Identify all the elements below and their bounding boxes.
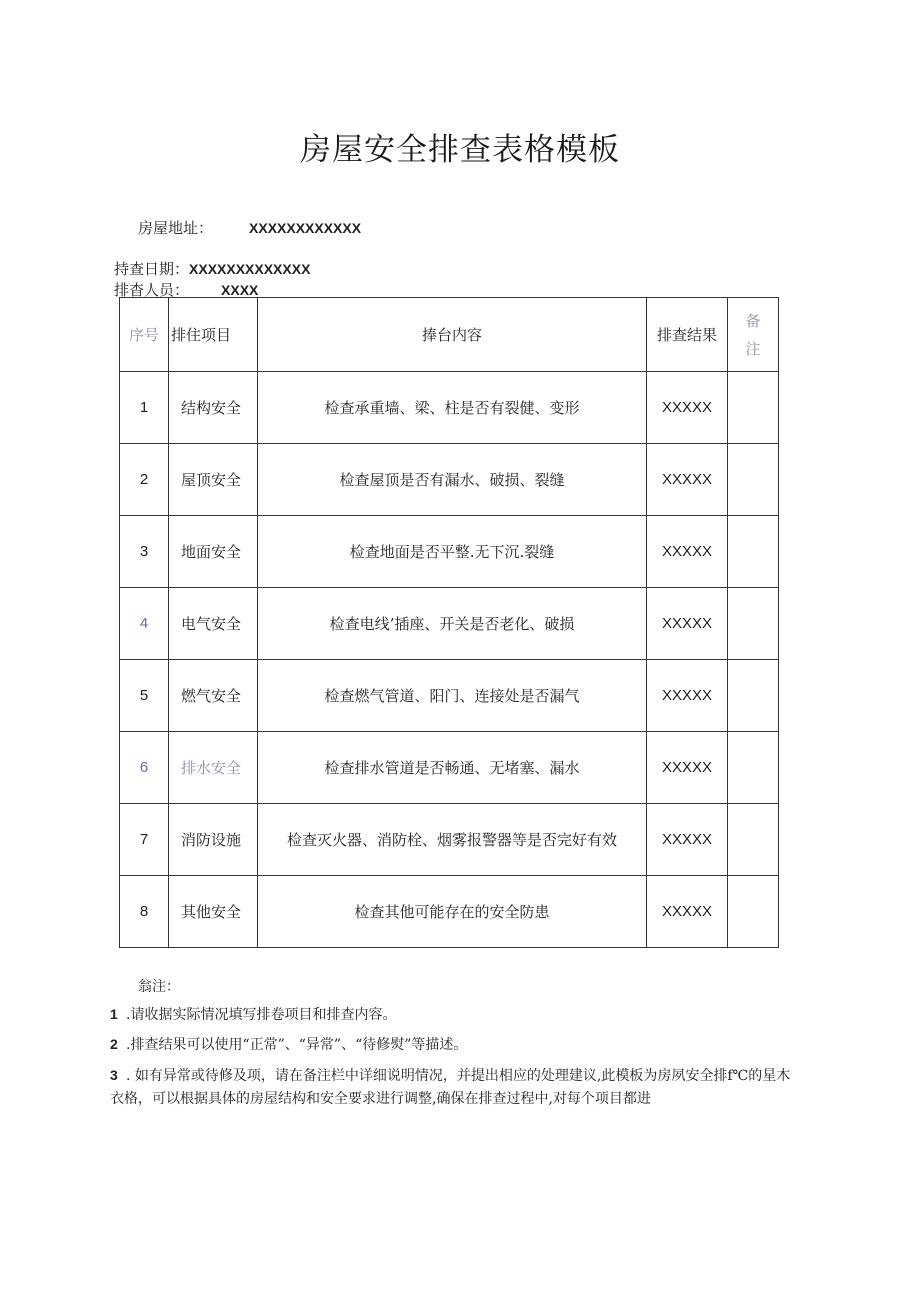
row-content: 检查燃气管道、阳门、连接处是否漏气 (258, 660, 647, 732)
header-result: 排查结果 (647, 298, 728, 372)
page-title: 房屋安全排查表格模板 (300, 132, 620, 168)
row-item: 地面安全 (169, 516, 258, 588)
row-item: 其他安全 (169, 876, 258, 948)
row-seq: 1 (120, 372, 169, 444)
row-result: XXXXX (647, 588, 728, 660)
row-content: 检查屋顶是否有漏水、破损、裂缝 (258, 444, 647, 516)
row-item: 屋顶安全 (169, 444, 258, 516)
row-seq: 8 (120, 876, 169, 948)
row-note (728, 444, 779, 516)
row-content: 检查承重墙、梁、柱是否有裂健、变形 (258, 372, 647, 444)
header-note-a: 备 (745, 311, 761, 330)
address-value: XXXXXXXXXXXX (249, 220, 362, 236)
note-index: 2 (110, 1036, 118, 1052)
row-note (728, 588, 779, 660)
row-note (728, 804, 779, 876)
note-text: .排查结果可以使用“正常”、“异常”、“待修熨”等描述。 (126, 1037, 468, 1053)
row-result: XXXXX (647, 732, 728, 804)
row-content: 检查排水管道是否畅通、无堵塞、漏水 (258, 732, 647, 804)
row-seq: 2 (120, 444, 169, 516)
table-row (120, 804, 779, 876)
notes-section (110, 976, 800, 1121)
table-row (120, 372, 779, 444)
row-result: XXXXX (647, 372, 728, 444)
note-item (110, 1004, 800, 1024)
row-result: XXXXX (647, 516, 728, 588)
note-item (110, 1064, 800, 1111)
person-label: 排杳人员： (114, 281, 190, 299)
row-seq: 3 (120, 516, 169, 588)
row-content: 检查其他可能存在的安全防患 (258, 876, 647, 948)
row-item: 电气安全 (169, 588, 258, 660)
row-seq: 5 (120, 660, 169, 732)
row-note (728, 732, 779, 804)
row-content: 检查电线’插座、开关是否老化、破损 (258, 588, 647, 660)
table-row (120, 660, 779, 732)
row-item: 消防设施 (169, 804, 258, 876)
row-seq: 6 (120, 732, 169, 804)
date-label: 持查日期： (114, 260, 190, 278)
table-row (120, 588, 779, 660)
table-row (120, 732, 779, 804)
table-header-row (120, 298, 779, 372)
row-content: 检查灭火器、消防栓、烟雾报警器等是否完好有效 (258, 804, 647, 876)
table-row (120, 516, 779, 588)
row-note (728, 876, 779, 948)
row-result: XXXXX (647, 660, 728, 732)
table-row (120, 876, 779, 948)
note-text: .请收据实际情况填写排卷项目和排查内容。 (126, 1007, 397, 1023)
row-note (728, 660, 779, 732)
person-value: XXXX (221, 282, 259, 298)
table-row (120, 444, 779, 516)
address-line (138, 217, 361, 238)
header-content: 捧台内容 (258, 298, 647, 372)
row-result: XXXXX (647, 804, 728, 876)
inspection-table (119, 297, 779, 948)
row-note (728, 516, 779, 588)
header-note (728, 298, 779, 372)
row-content: 检查地面是否平整.无下沉.裂缝 (258, 516, 647, 588)
header-seq: 序号 (120, 298, 169, 372)
row-item: 排水安全 (169, 732, 258, 804)
notes-heading: 翁注： (138, 979, 180, 995)
header-item: 排住项目 (169, 298, 258, 372)
row-note (728, 372, 779, 444)
note-index: 1 (110, 1006, 118, 1022)
row-seq: 4 (120, 588, 169, 660)
address-label: 房屋地址： (138, 219, 214, 237)
row-result: XXXXX (647, 444, 728, 516)
note-item (110, 1034, 800, 1054)
header-note-b: 注 (745, 339, 761, 358)
note-text: . 如有异常或待修及项，请在备注栏中详细说明情况，并提出相应的处理建议,此模板为房夙安全排f℃的星木衣格，可以根据具体的房屋结构和安全要求进行调整,确保在排查过程中,对每个项目都进 (110, 1068, 791, 1107)
note-index: 3 (110, 1067, 118, 1083)
date-line (114, 258, 310, 279)
date-value: XXXXXXXXXXXXX (189, 261, 311, 277)
row-item: 燃气安全 (169, 660, 258, 732)
row-item: 结构安全 (169, 372, 258, 444)
row-result: XXXXX (647, 876, 728, 948)
row-seq: 7 (120, 804, 169, 876)
